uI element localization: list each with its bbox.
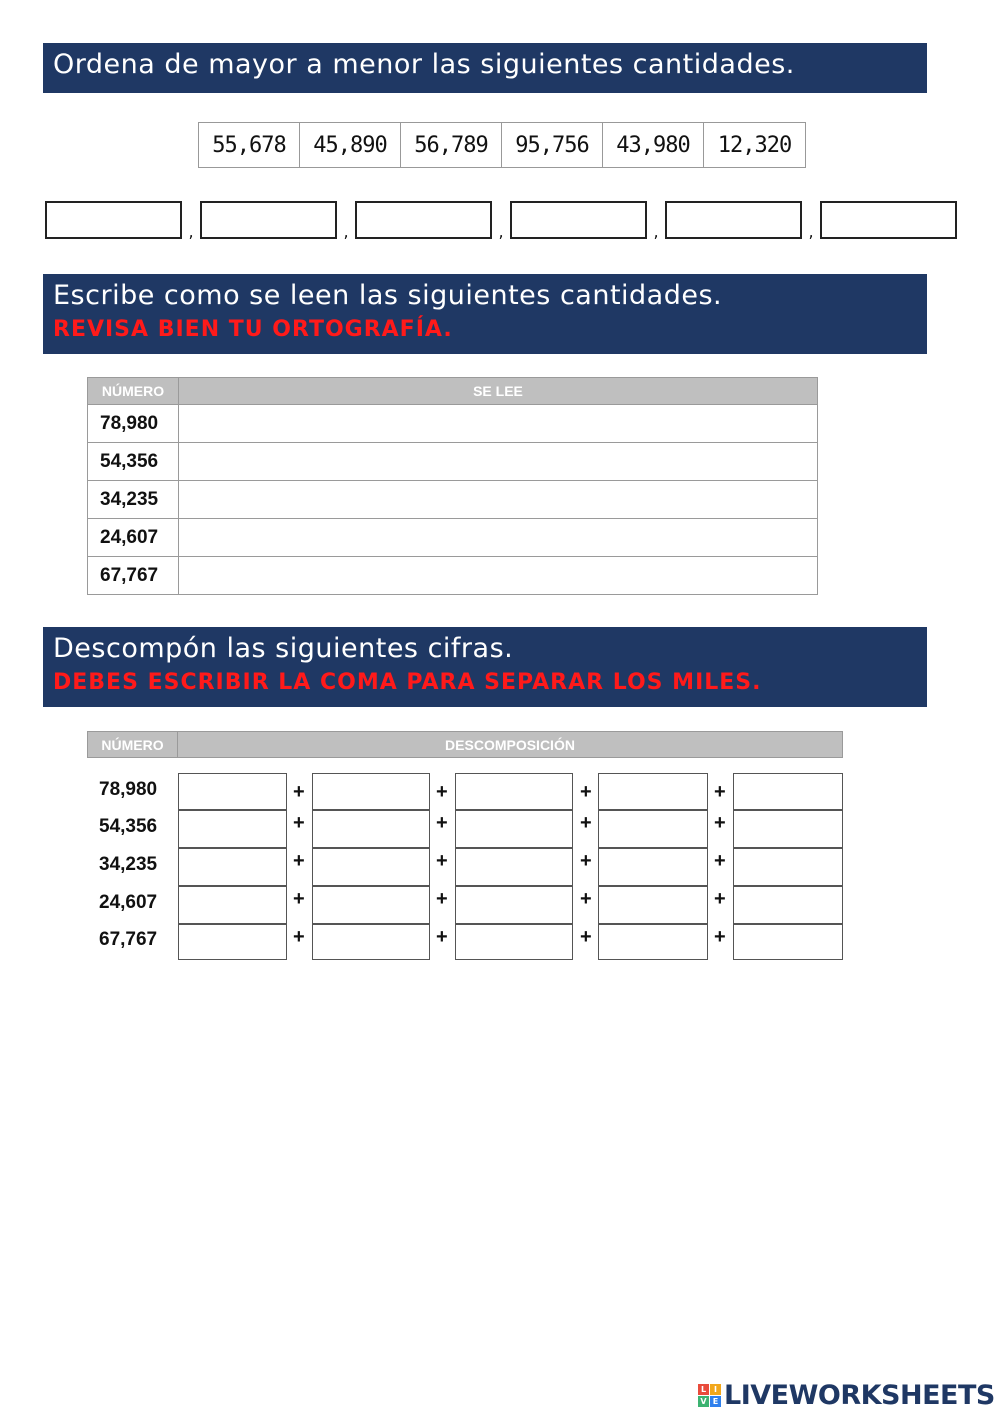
comma-separator: , xyxy=(653,222,659,241)
decomposition-input[interactable] xyxy=(178,924,287,960)
decomposition-input[interactable] xyxy=(455,810,573,848)
table-row xyxy=(88,557,818,595)
row-number: 54,356 xyxy=(99,816,158,837)
row-number: 78,980 xyxy=(99,779,158,800)
decomposition-input[interactable] xyxy=(312,810,430,848)
plus-sign: + xyxy=(714,812,726,834)
reading-answer-cell[interactable] xyxy=(179,443,818,481)
number-cell: 43,980 xyxy=(603,123,704,167)
decomposition-input[interactable] xyxy=(598,810,708,848)
row-number: 67,767 xyxy=(88,557,179,595)
decomposition-input[interactable] xyxy=(598,848,708,886)
number-cell: 95,756 xyxy=(502,123,603,167)
row-number: 54,356 xyxy=(88,443,179,481)
row-number: 34,235 xyxy=(88,481,179,519)
plus-sign: + xyxy=(293,812,305,834)
number-cell: 12,320 xyxy=(717,132,792,158)
decomposition-input[interactable] xyxy=(733,810,843,848)
decomposition-header xyxy=(87,731,843,758)
reading-answer-cell[interactable] xyxy=(179,481,818,519)
reading-table xyxy=(87,377,818,595)
number-cell: 56,789 xyxy=(401,123,502,167)
section1-banner xyxy=(43,43,927,93)
comma-separator: , xyxy=(188,222,194,241)
plus-sign: + xyxy=(436,926,448,948)
liveworksheets-logo xyxy=(698,1380,995,1411)
order-answer-box-2[interactable] xyxy=(200,201,337,239)
row-number: 24,607 xyxy=(88,519,179,557)
table-row xyxy=(88,405,818,443)
section2-banner xyxy=(43,274,927,354)
column-header-decomposition: DESCOMPOSICIÓN xyxy=(178,731,843,758)
decomposition-input[interactable] xyxy=(598,773,708,810)
column-header-read: SE LEE xyxy=(179,378,818,405)
row-number: 78,980 xyxy=(88,405,179,443)
decomposition-input[interactable] xyxy=(178,773,287,810)
decomposition-input[interactable] xyxy=(733,886,843,924)
decomposition-input[interactable] xyxy=(312,924,430,960)
decomposition-input[interactable] xyxy=(455,848,573,886)
table-row xyxy=(88,481,818,519)
plus-sign: + xyxy=(714,781,726,803)
comma-separator: , xyxy=(498,222,504,241)
reading-answer-cell[interactable] xyxy=(179,519,818,557)
row-number: 67,767 xyxy=(99,929,158,950)
decomposition-input[interactable] xyxy=(455,886,573,924)
plus-sign: + xyxy=(293,926,305,948)
section1-title: Ordena de mayor a menor las siguientes cantidades. xyxy=(53,49,795,80)
plus-sign: + xyxy=(436,781,448,803)
plus-sign: + xyxy=(436,812,448,834)
plus-sign: + xyxy=(436,850,448,872)
section3-title: Descompón las siguientes cifras. xyxy=(53,633,514,664)
decomposition-input[interactable] xyxy=(455,924,573,960)
table-row xyxy=(88,443,818,481)
reading-answer-cell[interactable] xyxy=(179,557,818,595)
reading-answer-cell[interactable] xyxy=(179,405,818,443)
column-header-number: NÚMERO xyxy=(88,378,179,405)
numbers-strip xyxy=(198,122,806,168)
plus-sign: + xyxy=(580,926,592,948)
number-cell: 45,890 xyxy=(300,123,401,167)
plus-sign: + xyxy=(580,781,592,803)
decomposition-input[interactable] xyxy=(312,848,430,886)
section2-subtitle: REVISA BIEN TU ORTOGRAFÍA. xyxy=(53,317,453,342)
logo-icon: L I V E xyxy=(698,1384,721,1407)
row-number: 34,235 xyxy=(99,854,158,875)
comma-separator: , xyxy=(343,222,349,241)
decomposition-input[interactable] xyxy=(178,848,287,886)
decomposition-input[interactable] xyxy=(178,810,287,848)
plus-sign: + xyxy=(580,888,592,910)
order-answer-box-5[interactable] xyxy=(665,201,802,239)
order-answer-box-6[interactable] xyxy=(820,201,957,239)
order-answer-box-1[interactable] xyxy=(45,201,182,239)
section2-title: Escribe como se leen las siguientes cantidades. xyxy=(53,280,723,311)
plus-sign: + xyxy=(293,850,305,872)
order-answer-box-4[interactable] xyxy=(510,201,647,239)
plus-sign: + xyxy=(293,781,305,803)
number-cell: 55,678 xyxy=(199,123,300,167)
decomposition-input[interactable] xyxy=(178,886,287,924)
plus-sign: + xyxy=(580,850,592,872)
comma-separator: , xyxy=(808,222,814,241)
decomposition-input[interactable] xyxy=(598,886,708,924)
order-answer-row xyxy=(45,201,957,239)
column-header-number: NÚMERO xyxy=(87,731,178,758)
plus-sign: + xyxy=(580,812,592,834)
section3-banner xyxy=(43,627,927,707)
row-number: 24,607 xyxy=(99,892,158,913)
decomposition-input[interactable] xyxy=(733,924,843,960)
plus-sign: + xyxy=(714,850,726,872)
decomposition-input[interactable] xyxy=(733,773,843,810)
decomposition-input[interactable] xyxy=(312,886,430,924)
decomposition-input[interactable] xyxy=(598,924,708,960)
plus-sign: + xyxy=(436,888,448,910)
plus-sign: + xyxy=(714,926,726,948)
decomposition-input[interactable] xyxy=(733,848,843,886)
table-row xyxy=(88,519,818,557)
section3-subtitle: DEBES ESCRIBIR LA COMA PARA SEPARAR LOS MILES. xyxy=(53,670,762,695)
order-answer-box-3[interactable] xyxy=(355,201,492,239)
decomposition-input[interactable] xyxy=(455,773,573,810)
decomposition-input[interactable] xyxy=(312,773,430,810)
plus-sign: + xyxy=(293,888,305,910)
brand-name: LIVEWORKSHEETS xyxy=(724,1380,995,1411)
plus-sign: + xyxy=(714,888,726,910)
